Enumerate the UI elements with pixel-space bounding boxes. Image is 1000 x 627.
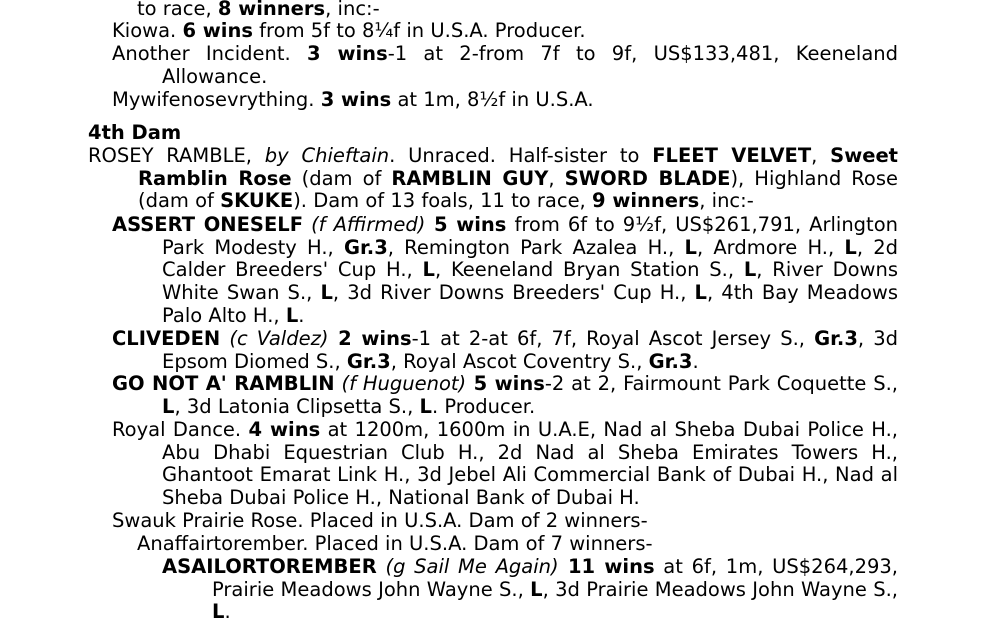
- sire-info: (g Sail Me Again): [376, 555, 559, 578]
- race-record: , 3d Epsom Diomed S.,: [162, 327, 898, 373]
- listed: L: [285, 303, 299, 327]
- race-record: , 3d River Downs Breeders' Cup H.,: [332, 281, 695, 305]
- entry-another-incident: [112, 43, 898, 88]
- continuation-line: [137, 0, 937, 21]
- progeny-name: SKUKE: [220, 189, 294, 213]
- race-record: -2 at 2, Fairmount Park Coquette S.,: [544, 372, 899, 395]
- race-record: , Ardmore H.,: [696, 235, 845, 259]
- win-count: 2 wins: [328, 327, 412, 350]
- race-record: , 3d Latonia Clipsetta S.,: [174, 394, 420, 418]
- race-record: , Royal Ascot Coventry S.,: [390, 349, 649, 373]
- dam-name: ROSEY RAMBLE,: [88, 144, 265, 167]
- entry-kiowa: [112, 20, 898, 43]
- dam-text: . Unraced. Half-sister to: [389, 144, 653, 167]
- race-record: -1 at 2-from 7f to 9f, US$133,481, Keeneland Allowance.: [162, 42, 899, 88]
- entry-anaffairtorember: Anaffairtorember. Placed in U.S.A. Dam of 7 winners-: [137, 532, 653, 555]
- listed: L: [422, 258, 435, 282]
- win-count: 5 wins: [425, 213, 507, 236]
- continuation-text: to race,: [137, 0, 218, 20]
- win-count: 3 wins: [320, 88, 392, 111]
- progeny-name: RAMBLIN GUY: [391, 166, 549, 190]
- entry-royal-dance: [112, 419, 898, 510]
- race-record: at 1m, 8½f in U.S.A.: [391, 88, 594, 111]
- dam-text: ). Dam of 13 foals, 11 to race,: [293, 189, 592, 213]
- progeny-name: SWORD BLADE: [564, 166, 731, 190]
- entry-cliveden: [112, 328, 898, 373]
- win-count: 11 wins: [558, 555, 655, 578]
- listed: L: [162, 394, 175, 418]
- grade: Gr.3: [343, 235, 388, 259]
- grade: Gr.3: [346, 349, 391, 373]
- entry-assert-oneself: [112, 214, 898, 328]
- sire-info: (f Huguenot): [334, 372, 467, 395]
- dam-rosey-ramble: [88, 145, 898, 213]
- entry-go-not-a-ramblin: [112, 373, 898, 418]
- entry-mywifenosevrything: [112, 89, 898, 112]
- race-record: , River Downs White Swan S.,: [162, 258, 899, 305]
- horse-name: CLIVEDEN: [112, 327, 221, 350]
- race-record: from 5f to 8¼f in U.S.A. Producer.: [252, 19, 586, 42]
- dam-text: ,: [548, 166, 565, 190]
- win-count: 3 wins: [307, 42, 388, 65]
- entry-swauk-prairie-rose: Swauk Prairie Rose. Placed in U.S.A. Dam of 2 winners-: [112, 509, 648, 532]
- entry-asailortorember: [162, 556, 898, 624]
- horse-name: ASSERT ONESELF: [112, 213, 304, 236]
- race-record: at 6f, 1m, US$264,293, Prairie Meadows John Wayne S.,: [212, 555, 898, 601]
- grade: Gr.3: [814, 327, 858, 350]
- listed: L: [419, 394, 432, 418]
- listed: L: [743, 258, 757, 282]
- sire-info: (f Affirmed): [303, 213, 426, 236]
- horse-name: Mywifenosevrything.: [112, 88, 321, 111]
- dam-text: (dam of: [291, 166, 392, 190]
- horse-name: Kiowa.: [112, 19, 183, 42]
- race-record: .: [298, 303, 305, 327]
- sibling-name: Sweet Ramblin Rose: [138, 144, 898, 190]
- race-record: at 1200m, 1600m in U.A.E, Nad al Sheba Dubai Police H., Abu Dhabi Equestrian Club H., 2d Nad al Sheba Emirates Towers H., Ghantoot Emarat Link H., 3d Jebel Ali Commercial Bank of Dubai H., Nad al Sheba Dubai Police H., National Bank of Dubai H.: [162, 418, 898, 510]
- race-record: .: [692, 349, 699, 373]
- horse-name: Another Incident.: [112, 42, 308, 65]
- sire-info: (c Valdez): [220, 327, 329, 350]
- listed: L: [694, 281, 707, 305]
- section-heading-4th-dam: 4th Dam: [88, 121, 182, 144]
- sibling-name: FLEET VELVET: [652, 144, 812, 167]
- listed: L: [684, 235, 697, 259]
- horse-name: Royal Dance.: [112, 418, 249, 441]
- grade: Gr.3: [648, 349, 693, 373]
- race-record: , 4th Bay Meadows Palo Alto H.,: [162, 281, 898, 327]
- win-count: 5 wins: [466, 372, 545, 395]
- win-count: 4 wins: [248, 418, 321, 441]
- listed: L: [530, 577, 543, 601]
- win-count: 6 wins: [182, 19, 253, 42]
- continuation-suffix: , inc:-: [325, 0, 380, 20]
- race-record: from 6f to 9½f, US$261,791, Arlington Park Modesty H.,: [162, 213, 898, 259]
- dam-text: , inc:-: [699, 189, 754, 213]
- horse-name: ASAILORTOREMBER: [162, 555, 377, 578]
- dam-text: ,: [811, 144, 831, 167]
- winners-count: 8 winners: [217, 0, 326, 20]
- dam-text: ), Highland Rose (dam of: [138, 166, 899, 213]
- winners-count: 9 winners: [591, 189, 700, 213]
- race-record: , 2d Calder Breeders' Cup H.,: [162, 235, 898, 282]
- listed: L: [844, 235, 857, 259]
- horse-name: GO NOT A' RAMBLIN: [112, 372, 335, 395]
- race-record: , 3d Prairie Meadows John Wayne S.,: [542, 577, 898, 601]
- race-record: , Remington Park Azalea H.,: [387, 235, 685, 259]
- race-record: .: [224, 600, 231, 624]
- listed: L: [320, 281, 333, 305]
- listed: L: [212, 600, 225, 624]
- race-record: , Keeneland Bryan Station S.,: [434, 258, 744, 282]
- race-record: . Producer.: [431, 394, 536, 418]
- race-record: -1 at 2-at 6f, 7f, Royal Ascot Jersey S.,: [411, 327, 815, 350]
- sire-name: by Chieftain: [264, 144, 390, 167]
